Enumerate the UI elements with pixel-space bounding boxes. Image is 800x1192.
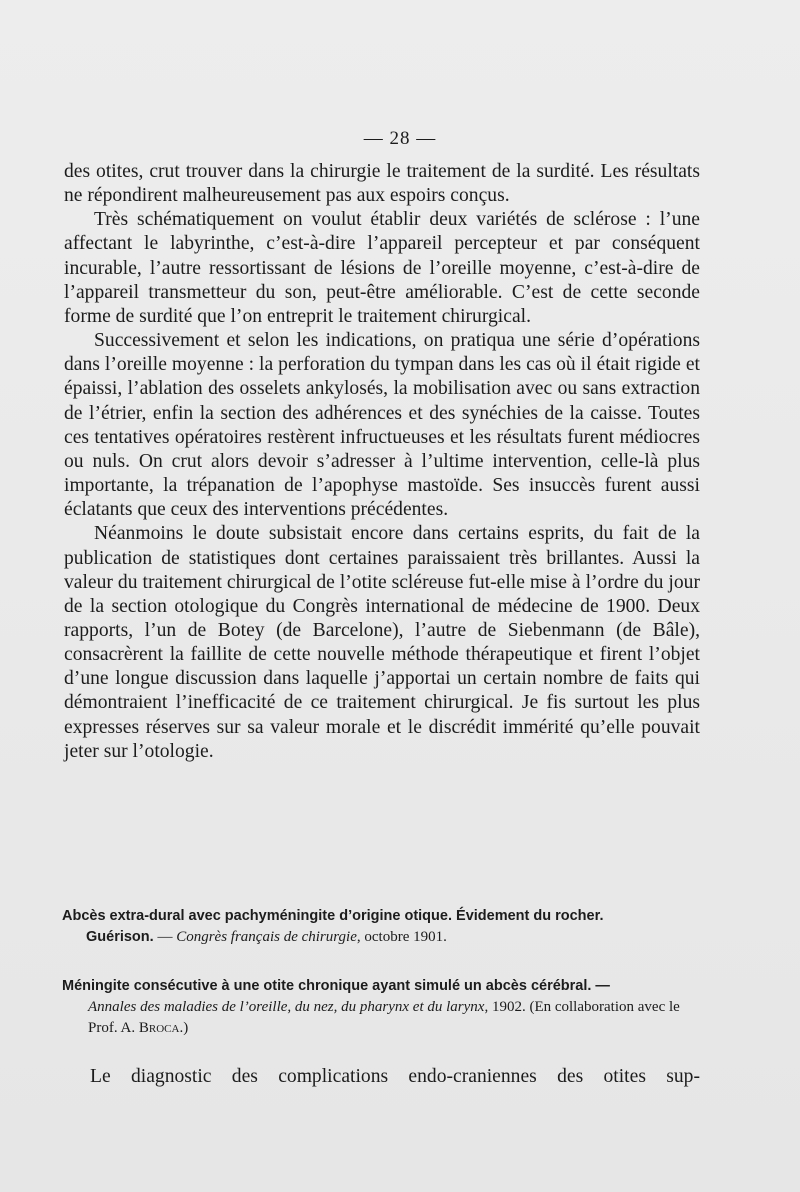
coauthor-initial: A.	[120, 1020, 139, 1036]
reference-title: Méningite consécutive à une otite chronique ayant simulé un abcès cérébral. —	[62, 978, 610, 994]
reference-entry	[62, 976, 702, 1039]
reference-details	[62, 997, 702, 1039]
main-text-block	[64, 160, 700, 764]
reference-source: Congrès français de chirurgie	[176, 929, 357, 945]
reference-date: , octobre 1901.	[356, 929, 447, 945]
paragraph: Très schématiquement on voulut établir deux variétés de sclérose : l’une affectant le labyrinthe, c’est-à-dire l’appareil percepteur et par conséquent incurable, l’autre ressortissant de lésions de l’oreille moyenne, c’est-à-dire de l’appareil transmetteur du son, peut-être améliorable. C’est de cette seconde forme de surdité que l’on entreprit le traitement chirurgical.	[64, 209, 700, 327]
reference-title-continuation: Guérison.	[86, 929, 154, 945]
reference-entry	[62, 906, 702, 948]
paragraph: Néanmoins le doute subsistait encore dans certains esprits, du fait de la publication de statistiques dont certaines paraissaient très brillantes. Aussi la valeur du traitement chirurgical de l’otite scléreuse fut-elle mise à l’ordre du jour de la section otologique du Congrès international de médecine de 1900. Deux rapports, l’un de Botey (de Barcelone), l’autre de Siebenmann (de Bâle), consacrèrent la faillite de cette nouvelle méthode thérapeutique et firent l’objet d’une longue discussion dans laquelle j’apportai un certain nombre de faits qui démontraient l’inefficacité de ce traitement chirurgical. Je fis surtout les plus expresses réserves sur sa valeur morale et le discrédit immérité qu’elle pouvait jeter sur l’otologie.	[64, 523, 700, 762]
reference-details	[62, 927, 702, 948]
reference-date: , 1902. (En collaboration avec le Prof.	[88, 999, 680, 1036]
closing-line: Le diagnostic des complications endo-craniennes des otites sup-	[90, 1066, 700, 1087]
reference-dash: —	[153, 929, 177, 945]
coauthor-name: Broca	[138, 1020, 180, 1036]
paragraph: Successivement et selon les indications, on pratiqua une série d’opérations dans l’oreille moyenne : la perforation du tympan dans les cas où il était rigide et épaissi, l’ablation des osselets ankylosés, la mobilisation avec ou sans extraction de l’étrier, enfin la section des adhérences et des synéchies de la caisse. Toutes ces tentatives opératoires restèrent infructueuses et les résultats furent médiocres ou nuls. On crut alors devoir s’adresser à l’ultime intervention, celle-là plus importante, la trépanation de l’apophyse mastoïde. Ses insuccès furent aussi éclatants que ceux des interventions précédentes.	[64, 330, 700, 521]
reference-title: Abcès extra-dural avec pachyméningite d’origine otique. Évidement du rocher.	[62, 908, 604, 924]
page-number: — 28 —	[363, 128, 437, 149]
reference-source: Annales des maladies de l’oreille, du nez, du pharynx et du larynx	[88, 999, 485, 1015]
reference-close: .)	[179, 1020, 189, 1036]
paragraph: des otites, crut trouver dans la chirurgie le traitement de la surdité. Les résultats ne répondirent malheureusement pas aux espoirs conçus.	[64, 161, 700, 207]
